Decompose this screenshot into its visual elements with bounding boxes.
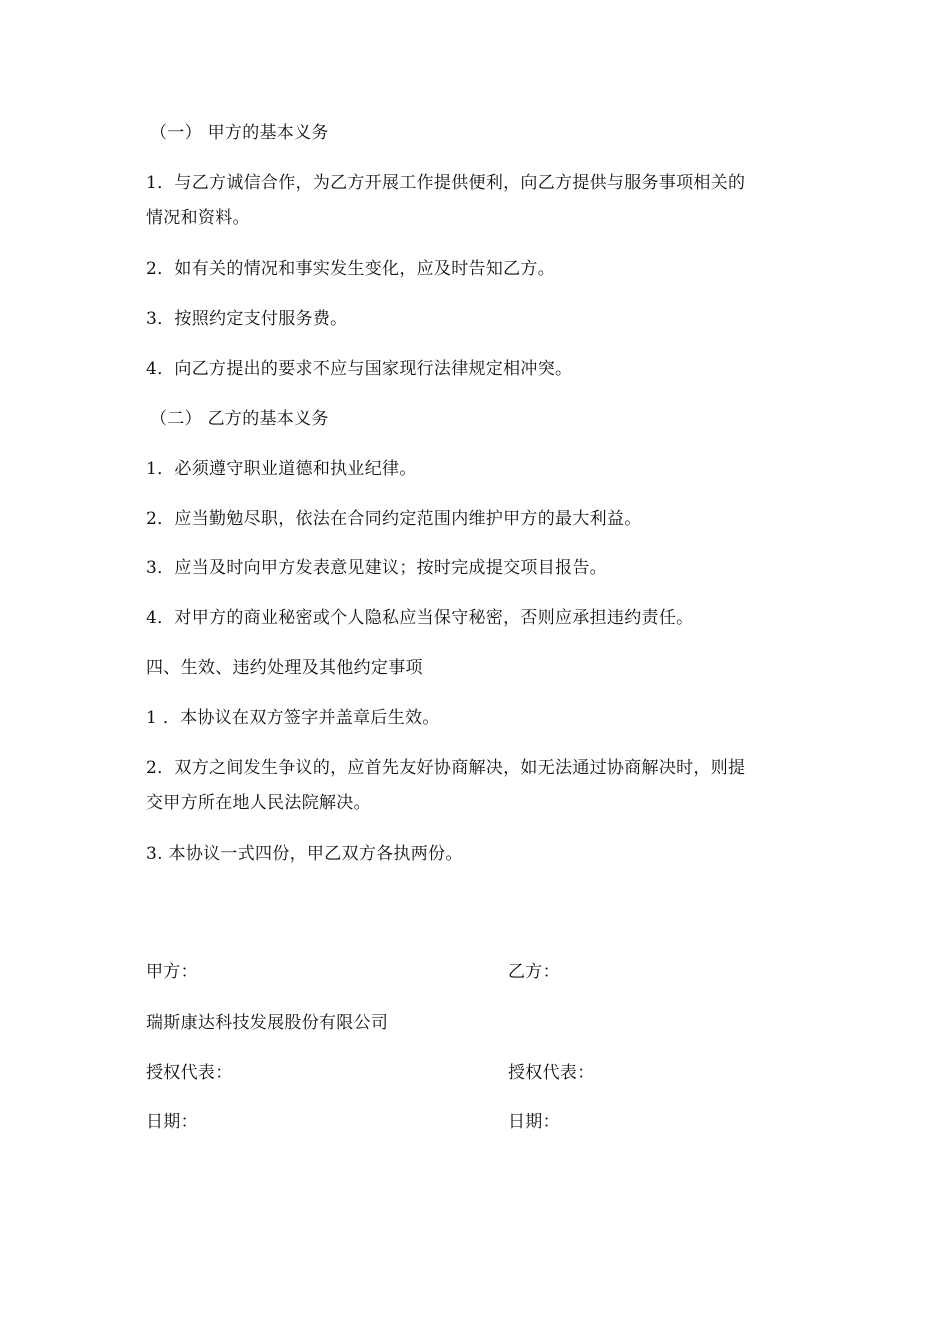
section-four-heading: 四、生效、违约处理及其他约定事项: [146, 658, 423, 678]
section-a-item-4: 4．向乙方提出的要求不应与国家现行法律规定相冲突。: [146, 359, 573, 379]
party-b-date-label: 日期：: [508, 1112, 560, 1132]
section-b-item-2: 2．应当勤勉尽职，依法在合同约定范围内维护甲方的最大利益。: [146, 509, 642, 529]
party-a-date-label: 日期：: [146, 1112, 198, 1132]
section-b-item-1: 1．必须遵守职业道德和执业纪律。: [146, 459, 417, 479]
section-four-item-2-line-1: 2．双方之间发生争议的，应首先友好协商解决，如无法通过协商解决时，则提: [146, 758, 746, 778]
section-four-item-3: 3. 本协议一式四份，甲乙双方各执两份。: [146, 844, 463, 864]
party-b-rep-label: 授权代表：: [508, 1063, 595, 1083]
section-b-heading: （二） 乙方的基本义务: [150, 409, 329, 429]
section-a-item-1-line-2: 情况和资料。: [146, 208, 250, 228]
section-four-item-2-line-2: 交甲方所在地人民法院解决。: [146, 793, 371, 813]
section-b-item-4: 4．对甲方的商业秘密或个人隐私应当保守秘密，否则应承担违约责任。: [146, 608, 694, 628]
section-a-item-2: 2．如有关的情况和事实发生变化，应及时告知乙方。: [146, 259, 556, 279]
section-a-item-3: 3．按照约定支付服务费。: [146, 309, 348, 329]
section-b-item-3: 3．应当及时向甲方发表意见建议；按时完成提交项目报告。: [146, 558, 607, 578]
party-b-label: 乙方：: [508, 962, 560, 982]
party-a-company: 瑞斯康达科技发展股份有限公司: [146, 1013, 389, 1033]
section-a-heading: （一） 甲方的基本义务: [150, 123, 329, 143]
party-a-label: 甲方：: [146, 962, 198, 982]
party-a-rep-label: 授权代表：: [146, 1063, 233, 1083]
section-four-item-1: 1 ．本协议在双方签字并盖章后生效。: [146, 708, 440, 728]
section-a-item-1-line-1: 1．与乙方诚信合作，为乙方开展工作提供便利，向乙方提供与服务事项相关的: [146, 173, 746, 193]
